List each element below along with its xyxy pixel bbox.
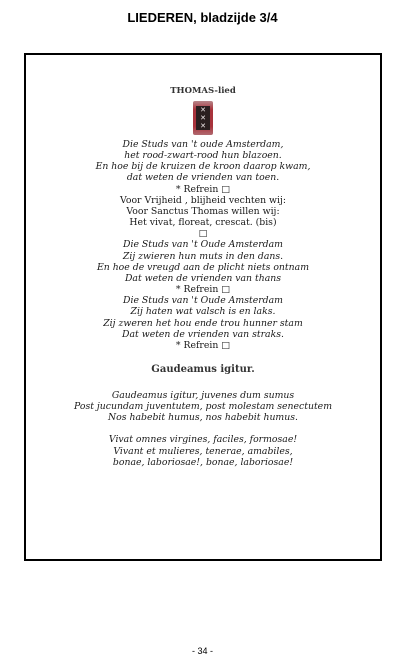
lyric-line: Zij zwieren hun muts in den dans.	[122, 250, 284, 262]
box-marker: □	[198, 228, 208, 240]
lyric-line: Voor Vrijheid , blijheid vechten wij:	[120, 194, 286, 206]
song-lyrics	[26, 139, 380, 351]
refrain-marker: * Refrein □	[175, 284, 231, 296]
latin-song-title: Gaudeamus igitur.	[151, 363, 255, 375]
song-content	[26, 86, 380, 468]
page-header: LIEDEREN, bladzijde 3/4	[127, 10, 278, 25]
lyric-line: Dat weten de vrienden van straks.	[122, 328, 284, 340]
lyric-line: En hoe bij de kruizen de kroon daarop kwam,	[95, 161, 311, 173]
crest-cross-icon: ✕	[200, 106, 206, 114]
lyric-line: En hoe de vreugd aan de plicht niets ontnam	[96, 261, 310, 273]
lyric-line: Die Studs van 't Oude Amsterdam	[123, 239, 283, 251]
lyric-line: bonae, laboriosae!, bonae, laboriosae!	[112, 456, 294, 468]
lyric-line: Dat weten de vrienden van thans	[124, 272, 282, 284]
amsterdam-crest-icon	[193, 101, 213, 135]
lyric-line: Het vivat, floreat, crescat. (bis)	[129, 217, 277, 229]
lyric-line: Zij haten wat valsch is en laks.	[130, 306, 276, 318]
lyric-line: Nos habebit humus, nos habebit humus.	[108, 412, 298, 424]
crest-cross-icon: ✕	[200, 122, 206, 130]
lyric-line: Die Studs van 't Oude Amsterdam	[123, 295, 283, 307]
lyric-line: Post jucundam juventutem, post molestam senectutem	[73, 401, 333, 413]
song-frame	[24, 53, 382, 561]
lyric-line: het rood-zwart-rood hun blazoen.	[124, 150, 282, 162]
crest-black-pale	[196, 106, 210, 130]
song-title: THOMAS-lied	[170, 86, 236, 96]
lyric-line: Gaudeamus igitur, juvenes dum sumus	[111, 389, 295, 401]
crest-cross-icon: ✕	[200, 114, 206, 122]
lyric-line: Zij zweren het hou ende trou hunner stam	[103, 317, 303, 329]
latin-stanza-2	[26, 434, 380, 467]
lyric-line: Die Studs van 't oude Amsterdam,	[122, 139, 284, 150]
refrain-marker: * Refrein □	[175, 339, 231, 351]
lyric-line: Voor Sanctus Thomas willen wij:	[126, 205, 280, 217]
lyric-line: Vivat omnes virgines, faciles, formosae!	[108, 434, 298, 446]
latin-stanza-1	[26, 390, 380, 423]
lyric-line: dat weten de vrienden van toen.	[126, 172, 280, 184]
lyric-line: Vivant et mulieres, tenerae, amabiles,	[113, 445, 293, 457]
page-number: - 34 -	[191, 646, 213, 656]
refrain-marker: * Refrein □	[175, 183, 231, 195]
